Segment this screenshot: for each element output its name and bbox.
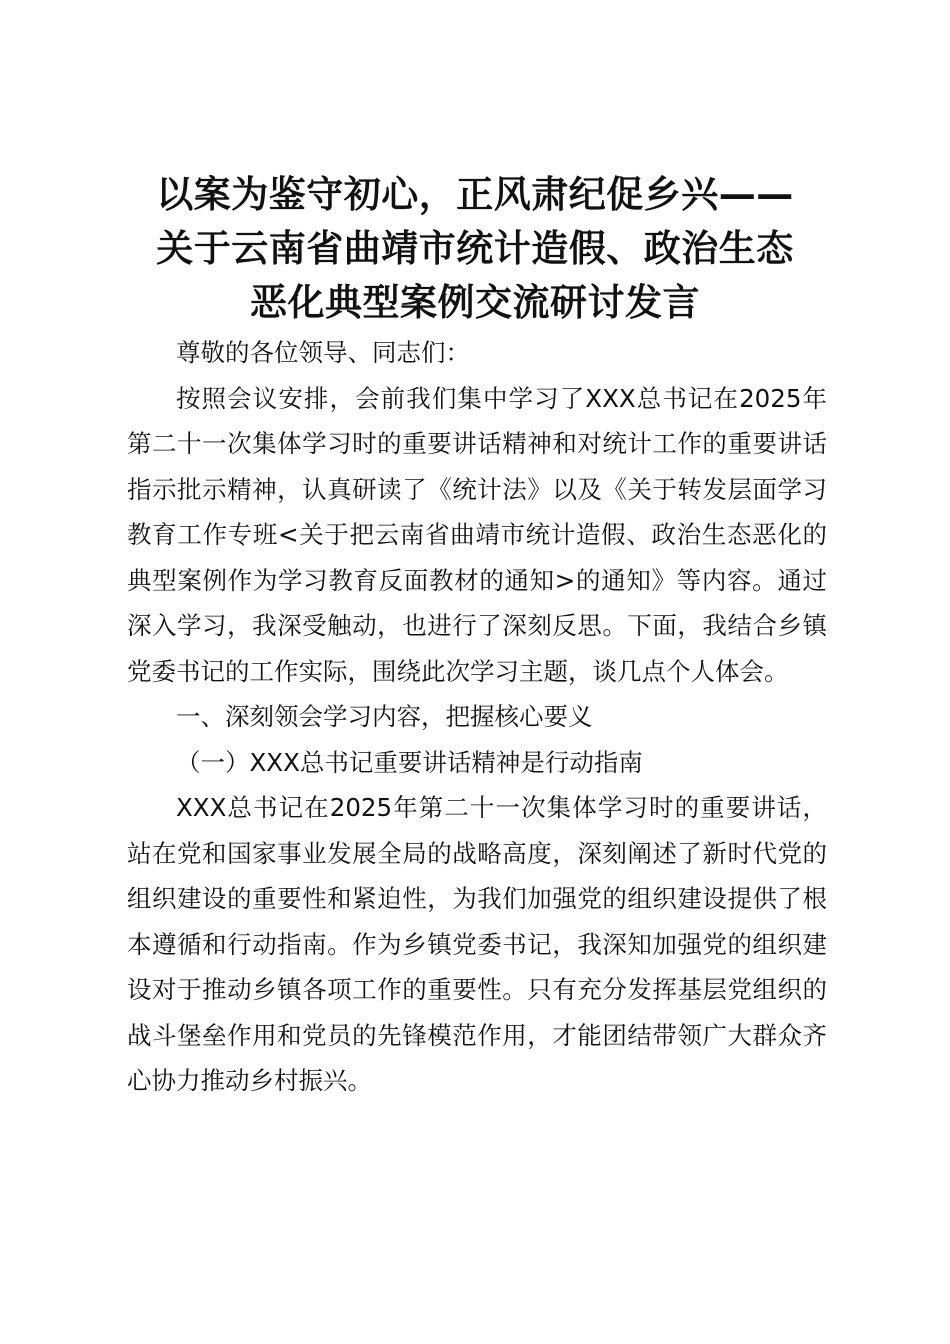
- subsection-heading: （一）XXX总书记重要讲话精神是行动指南: [176, 747, 643, 777]
- title-line-2: 关于云南省曲靖市统计造假、政治生态: [156, 227, 794, 270]
- section-heading: 一、深刻领会学习内容，把握核心要义: [176, 702, 593, 731]
- intro-paragraph: 按照会议安排，会前我们集中学习了XXX总书记在2025年第二十一次集体学习时的重要讲话精神和对统计工作的重要讲话指示批示精神，认真研读了《统计法》以及《关于转发层面学习教育工作专班<关于把云南省曲靖市统计造假、政治生态恶化的典型案例作为学习教育反面教材的通知>的通知》等内容。通过深入学习，我深受触动，也进行了深刻反思。下面，我结合乡镇党委书记的工作实际，围绕此次学习主题，谈几点个人体会。: [127, 383, 827, 686]
- salutation: 尊敬的各位领导、同志们：: [176, 338, 470, 367]
- document-title: [110, 168, 840, 330]
- subsection-paragraph: XXX总书记在2025年第二十一次集体学习时的重要讲话，站在党和国家事业发展全局的战略高度，深刻阐述了新时代党的组织建设的重要性和紧迫性，为我们加强党的组织建设提供了根本遵循和行动指南。作为乡镇党委书记，我深知加强党的组织建设对于推动乡镇各项工作的重要性。只有充分发挥基层党组织的战斗堡垒作用和党员的先锋模范作用，才能团结带领广大群众齐心协力推动乡村振兴。: [127, 793, 827, 1095]
- title-line-1: 以案为鉴守初心，正风肃纪促乡兴——: [156, 173, 794, 216]
- document-body: [127, 330, 827, 1104]
- title-line-3: 恶化典型案例交流研讨发言: [250, 281, 700, 324]
